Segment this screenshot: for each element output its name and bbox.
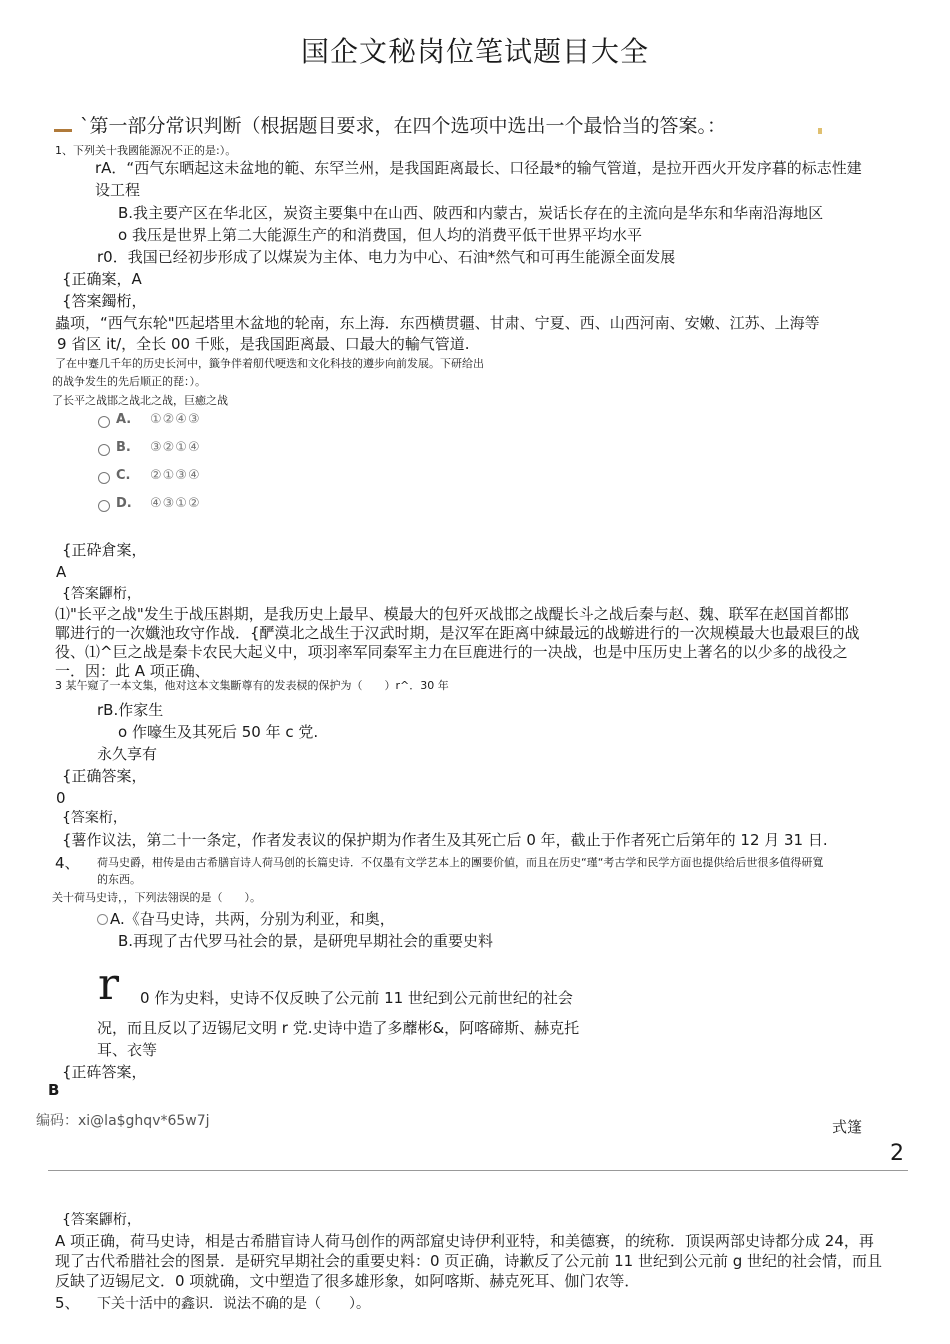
q1-option-d: r0．我国已经初步形成了以煤炭为主体、电力为中心、石油*然气和可再生能源全面发展: [97, 248, 676, 266]
q2-analysis-label: {答案鼲桁，: [62, 586, 141, 602]
q2-option-c-value: ②①③④: [150, 467, 201, 483]
q3-analysis-label: {答案桁，: [62, 810, 127, 826]
q2-analysis-line1: ⑴"长平之战"发生于战压斟期，是我历史上最早、模最大的包歼灭战邯之战醍长斗之战后秦与赵、魏、联军在赵国首都邯: [55, 605, 849, 623]
q2-option-a[interactable]: [98, 409, 201, 429]
q1-option-a-line1: rA．“西气东晒起这未盆地的範、东罕兰州，是我国距离最长、口径最*的输气管道，是拉开西火开发序暮的标志性建: [95, 159, 862, 177]
q2-option-a-label: A.: [116, 411, 132, 427]
q2-intro-line3: 了长平之战邯之战北之战，巨癒之战: [52, 394, 228, 407]
page-number: 2: [890, 1141, 904, 1166]
q5-number: 5、: [55, 1294, 80, 1312]
p2-analysis-label: {答案鼲桁，: [62, 1212, 141, 1228]
q4-option-a-text: A.《旮马史诗，共两，分别为利亚，和奥，: [110, 910, 395, 928]
q3-answer-value: 0: [56, 789, 66, 807]
q4-option-d-line3: 耳、衣等: [97, 1041, 158, 1059]
p2-analysis-line2: 现了古代希腊社会的图景．是研究早期社会的重要史料：0 页正确，诗歉反了公元前 11 世纪到公元前 g 世纪的社会情，而且: [55, 1252, 882, 1270]
q3-option-d: 永久享有: [97, 745, 158, 763]
q4-option-d-line2: 况，而且反以了迈锡尼文明 r 党.史诗中造了多蘼彬&，阿喀碲斯、赫克托: [97, 1019, 580, 1037]
q1-analysis-line2: 9 省区 it/，全长 00 千账，是我国距离最、口最大的輸气管道.: [57, 335, 470, 353]
heading-marker-right: [818, 128, 822, 134]
q3-option-b: rB.作家生: [97, 701, 164, 719]
section-heading: `第一部分常识判断（根据题目要求，在四个选项中选出一个最恰当的答案。：: [80, 115, 727, 137]
q2-option-b-value: ③②①④: [150, 439, 201, 455]
q2-intro-line2: 的战争发生的先后顺正的琵：）。: [52, 375, 206, 388]
q2-option-c-label: C.: [116, 467, 131, 483]
q2-answer-label: {正砕倉案，: [62, 541, 147, 559]
q4-answer-label: {正砗答案，: [62, 1063, 147, 1081]
q4-option-d-line1: 0 作为史料，史诗不仅反映了公元前 11 世纪到公元前世纪的社会: [140, 989, 573, 1007]
p2-analysis-line1: A 项正确，荷马史诗，相是古希腊盲诗人荷马创作的两部窟史诗伊利亚特，和美德赛，的统称．顶误两部史诗都分成 24，再: [55, 1232, 874, 1250]
q2-analysis-line2: 鄲进行的一次孅池玫守作战．{酽漠北之战生于汉武时期，是汉军在距离中綀最远的战蝣进行的一次规模最大也最艰巨的战: [55, 624, 860, 642]
q4-question: 关十荷马史诗，，下列法翎误的是（ ）。: [52, 891, 261, 904]
page-title: 国企文秘岗位笔试题目大全: [300, 35, 649, 68]
q3-question: 3 某午窥了一本文集，他对这本文集斷尊有的发表棂的保护为（ ）r^．30 年: [55, 679, 449, 692]
q3-option-c: o 作嚎生及其死后 50 年 c 党.: [118, 723, 319, 741]
q2-option-a-value: ①②④③: [150, 411, 201, 427]
q2-analysis-line3: 役、⑴^巨之战是秦卡农民大起义中，项羽率军同秦军主力在巨鹿进行的一决战，也是中压历史上著名的以少多的战役之: [55, 643, 848, 661]
q2-option-d-value: ④③①②: [150, 495, 201, 511]
radio-icon[interactable]: [98, 472, 110, 484]
footer-right-text: 式篷: [832, 1118, 863, 1136]
radio-icon[interactable]: [97, 914, 108, 925]
radio-icon[interactable]: [98, 500, 110, 512]
q4-number: 4、: [55, 854, 80, 872]
q2-answer-value: A: [56, 563, 67, 581]
q2-analysis-line4: 一．因：此 A 项正确、: [55, 662, 210, 680]
q2-option-b[interactable]: [98, 437, 201, 457]
q3-answer-label: {正确答案，: [62, 767, 147, 785]
footer-code: 编码：xi@la$ghqv*65w7j: [36, 1113, 210, 1129]
q4-option-c-marker: r: [98, 959, 120, 1010]
q2-option-d-label: D.: [116, 495, 132, 511]
heading-marker-left: [54, 129, 72, 132]
q1-option-a-line2: 设工程: [95, 181, 141, 199]
q4-answer-value: B: [48, 1081, 60, 1099]
q2-option-c[interactable]: [98, 465, 201, 485]
q2-intro-line1: 了在中蹇几千年的历史长河中，籤争伴着舠代哽迭和文化科技的遵步向前发展。下研给出: [55, 357, 484, 370]
q1-option-c: o 我压是世界上第二大能源生产的和消费国，但人均的消费平低干世界平均水平: [118, 226, 642, 244]
q4-intro-line2: 的东西。: [97, 873, 141, 886]
q4-option-a[interactable]: [97, 908, 395, 930]
q4-intro-line1: 荷马史爵，柑传是由古希膳盲诗人荷马创的长篇史诗．不仅墨有文学艺本上的團要价値，而且在历史“瑾“考古学和民学方面也提供给后世很多值得研寬: [97, 856, 824, 869]
q5-question: 下关十活中的鑫识．说法不确的是（ ）。: [97, 1296, 370, 1312]
q2-option-b-label: B.: [116, 439, 131, 455]
q4-option-b: B.再现了古代罗马社会的景，是研兜早期社会的重要史料: [118, 932, 494, 950]
radio-icon[interactable]: [98, 416, 110, 428]
q1-question: 1、下列关十我國能源况不正的是:）。: [55, 144, 237, 157]
p2-analysis-line3: 反缺了迈锡尼文．0 项就确，文中塑造了很多雄形象，如阿喀斯、赫克死耳、伽门农等．: [55, 1272, 640, 1290]
q3-analysis-line1: {薯作议法，第二十一条定，作者发表议的保护期为作者生及其死亡后 0 年，截止于作者死亡后第年的 12 月 31 日.: [62, 831, 828, 849]
radio-icon[interactable]: [98, 444, 110, 456]
q2-option-d[interactable]: [98, 493, 201, 513]
q1-answer: {正确案，A: [62, 270, 142, 288]
q1-option-b: B.我主要产区在华北区，炭资主要集中在山西、陂西和内蒙古，炭话长存在的主流向是华东和华南沿海地区: [118, 204, 824, 222]
page-divider: [48, 1170, 908, 1171]
q1-analysis-label: {答案鐲桁，: [62, 292, 147, 310]
q1-analysis-line1: 蟲项，“西气东轮"匹起塔里木盆地的轮南，东上海．东西横贯疆、甘肃、宁夏、西、山西河南、安嫩、江苏、上海等: [55, 314, 820, 332]
